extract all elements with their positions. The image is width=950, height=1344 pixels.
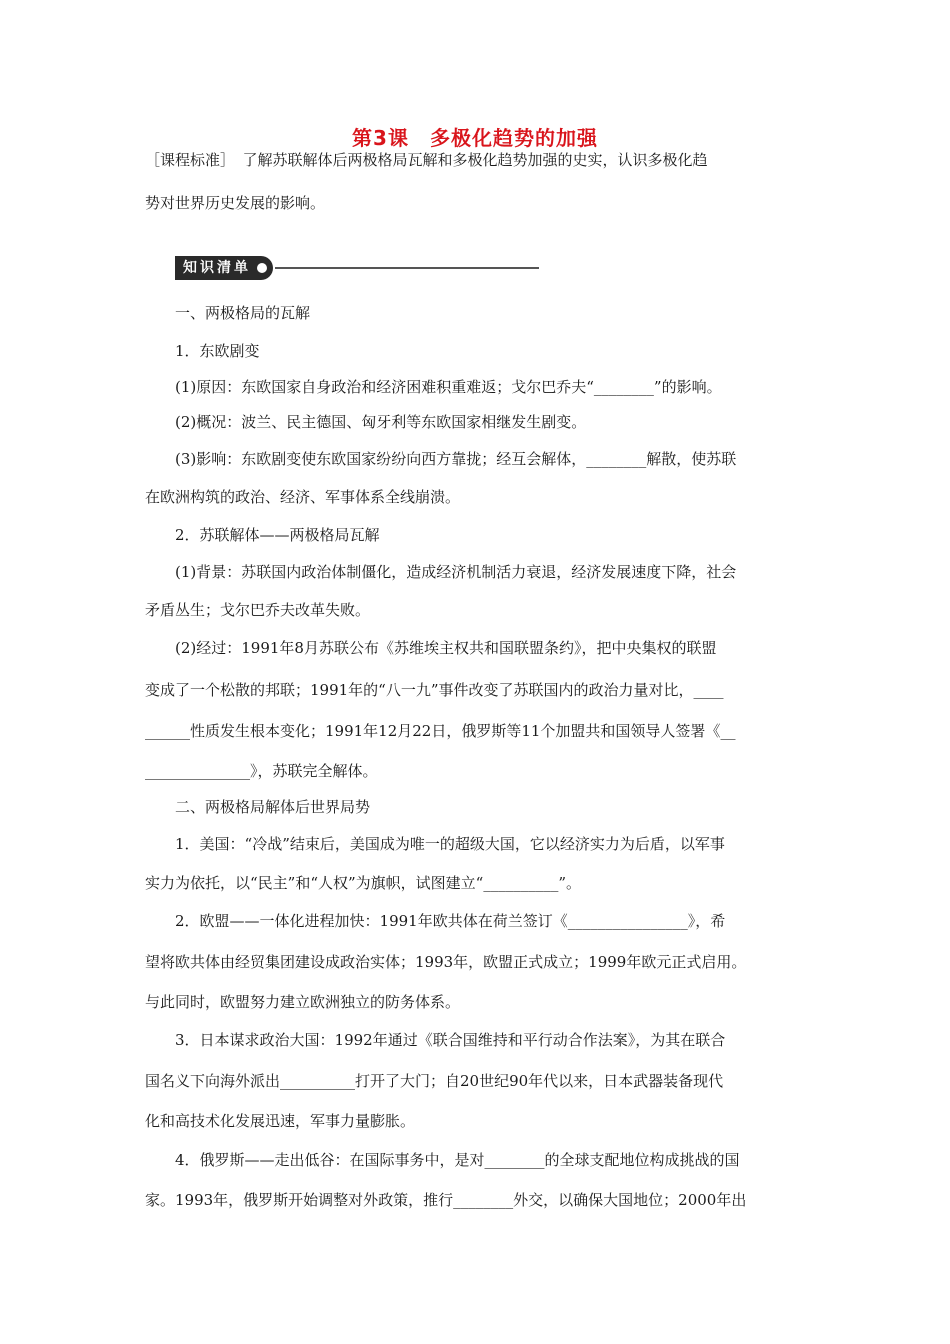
text-line: 家。1993年，俄罗斯开始调整对外政策，推行________外交，以确保大国地位；2000年出 <box>145 1191 747 1209</box>
text-line: 矛盾丛生；戈尔巴乔夫改革失败。 <box>145 601 371 619</box>
text-line: 国名义下向海外派出__________打开了大门；自20世纪90年代以来，日本武器装备现代 <box>145 1072 724 1090</box>
section-heading-2: 二、两极格局解体后世界局势 <box>175 798 371 816</box>
text-line: 1．美国：“冷战”结束后，美国成为唯一的超级大国，它以经济实力为后盾，以军事 <box>175 835 725 853</box>
banner-label: 知识清单 <box>183 260 251 276</box>
text-line: 2．欧盟——一体化进程加快：1991年欧共体在荷兰签订《________________》，希 <box>175 912 726 930</box>
text-line: 望将欧共体由经贸集团建设成政治实体；1993年，欧盟正式成立；1999年欧元正式启用。 <box>145 953 747 971</box>
text-line: (1)原因：东欧国家自身政治和经济困难积重难返；戈尔巴乔夫“________”的影响。 <box>175 378 722 396</box>
text-line: (2)经过：1991年8月苏联公布《苏维埃主权共和国联盟条约》，把中央集权的联盟 <box>175 639 717 657</box>
text-line: 3．日本谋求政治大国：1992年通过《联合国维持和平行动合作法案》，为其在联合 <box>175 1031 726 1049</box>
banner-label-box <box>175 256 273 280</box>
text-line: 变成了一个松散的邦联；1991年的“八一九”事件改变了苏联国内的政治力量对比，____ <box>145 681 724 699</box>
section-heading-1: 一、两极格局的瓦解 <box>175 304 311 322</box>
subheading-eastern-europe: 1．东欧剧变 <box>175 342 260 360</box>
text-line: (1)背景：苏联国内政治体制僵化，造成经济机制活力衰退，经济发展速度下降，社会 <box>175 563 737 581</box>
text-line: 4．俄罗斯——走出低谷：在国际事务中，是对________的全球支配地位构成挑战的国 <box>175 1151 740 1169</box>
text-line: ______性质发生根本变化；1991年12月22日，俄罗斯等11个加盟共和国领导人签署《__ <box>145 722 736 740</box>
banner-divider <box>275 267 539 269</box>
knowledge-list-banner <box>175 256 539 280</box>
text-line: (3)影响：东欧剧变使东欧国家纷纷向西方靠拢；经互会解体，________解散，使苏联 <box>175 450 737 468</box>
text-line: 在欧洲构筑的政治、经济、军事体系全线崩溃。 <box>145 488 461 506</box>
course-standard-line-2: 势对世界历史发展的影响。 <box>145 194 326 212</box>
text-line: ______________》，苏联完全解体。 <box>145 762 378 780</box>
text-line: 与此同时，欧盟努力建立欧洲独立的防务体系。 <box>145 993 461 1011</box>
text-line: 实力为依托，以“民主”和“人权”为旗帜，试图建立“__________”。 <box>145 874 582 892</box>
text-line: 化和高技术化发展迅速，军事力量膨胀。 <box>145 1112 416 1130</box>
lesson-title: 第3课 多极化趋势的加强 <box>352 126 598 150</box>
course-standard-line-1: ［课程标准］ 了解苏联解体后两极格局瓦解和多极化趋势加强的史实，认识多极化趋 <box>145 151 708 169</box>
text-line: (2)概况：波兰、民主德国、匈牙利等东欧国家相继发生剧变。 <box>175 413 587 431</box>
subheading-soviet-collapse: 2．苏联解体——两极格局瓦解 <box>175 526 380 544</box>
bullet-dot-icon <box>257 263 267 273</box>
